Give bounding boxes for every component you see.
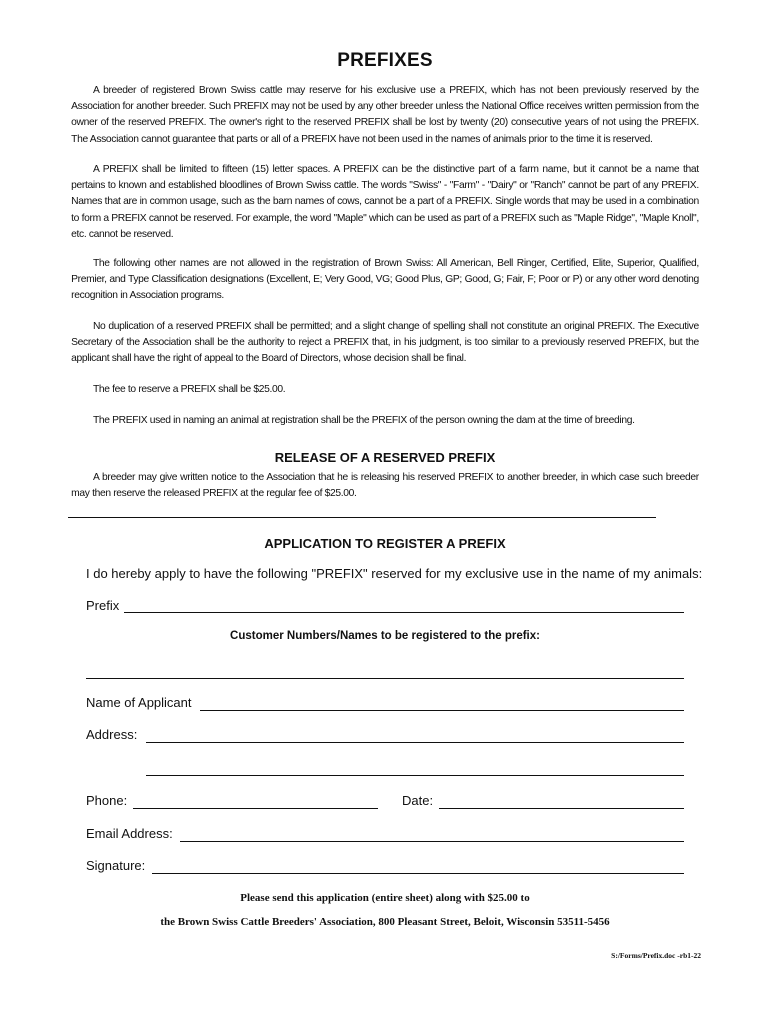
email-field[interactable]: [180, 841, 684, 842]
paragraph-disallowed-names: The following other names are not allowed in the registration of Brown Swiss: All American, Bell Ringer, Certified, Elite, Superior, Qualified, Premier, and Type Classification designations (Excellent, E; Very Good, VG; Good Plus, GP; Good, G; Fair, F; Poor or P) or any other word denoting recognition in Association programs.: [71, 258, 699, 302]
phone-field[interactable]: [133, 808, 378, 809]
customer-numbers-field[interactable]: [86, 678, 684, 679]
date-field[interactable]: [439, 808, 684, 809]
paragraph-prefix-limits: A PREFIX shall be limited to fifteen (15) letter spaces. A PREFIX can be the distinctive part of a farm name, but it cannot be a name that pertains to known and established bloodlines of Brown Swiss cattle. The words "Swiss" - "Farm" - "Dairy" or "Ranch" cannot be part of any PREFIX. Names that are in common usage, such as the barn names of cows, cannot be a part of a PREFIX. Single words that may be used in a combination to form a PREFIX cannot be reserved. For example, the word "Maple" which can be used as part of a PREFIX such as "Maple Ridge", "Maple Knoll", etc. cannot be reserved.: [71, 164, 699, 240]
paragraph-duplication: No duplication of a reserved PREFIX shall be permitted; and a slight change of spelling shall not constitute an original PREFIX. The Executive Secretary of the Association shall be the authority to reject a PREFIX that, in his judgment, is too similar to a previously reserved PREFIX, but the applicant shall have the right of appeal to the Board of Directors, whose decision shall be final.: [71, 321, 699, 365]
signature-field[interactable]: [152, 873, 684, 874]
address-field-line1[interactable]: [146, 742, 684, 743]
application-heading: APPLICATION TO REGISTER A PREFIX: [264, 536, 506, 551]
mailing-address: the Brown Swiss Cattle Breeders' Association, 800 Pleasant Street, Beloit, Wisconsin 53511-5456: [160, 916, 610, 928]
prefix-label: Prefix: [86, 598, 120, 613]
customer-numbers-heading: Customer Numbers/Names to be registered to the prefix:: [230, 630, 540, 642]
page-title: PREFIXES: [337, 50, 433, 71]
application-intro: I do hereby apply to have the following "PREFIX" reserved for my exclusive use in the name of my animals:: [86, 566, 703, 581]
phone-label: Phone:: [86, 793, 128, 808]
signature-label: Signature:: [86, 858, 146, 873]
paragraph-dam-rule: The PREFIX used in naming an animal at registration shall be the PREFIX of the person owning the dam at the time of breeding.: [92, 415, 635, 426]
email-label: Email Address:: [86, 826, 173, 841]
release-heading: RELEASE OF A RESERVED PREFIX: [274, 450, 496, 465]
address-label: Address:: [86, 727, 138, 742]
document-reference: S:/Forms/Prefix.doc -rb1-22: [611, 951, 701, 960]
date-label: Date:: [402, 793, 434, 808]
prefix-field[interactable]: [124, 612, 684, 613]
section-divider: [68, 517, 656, 518]
paragraph-reservation: A breeder of registered Brown Swiss cattle may reserve for his exclusive use a PREFIX, which has not been previously reserved by the Association for another breeder. Such PREFIX may not be used by any other breeder unless the National Office receives written permission from the owner of the reserved PREFIX. The owner's right to the reserved PREFIX shall be lost by twenty (20) consecutive years of not using the PREFIX. The Association cannot guarantee that parts or all of a PREFIX have not been used in the names of animals prior to the time it is reserved.: [71, 85, 699, 145]
release-paragraph: A breeder may give written notice to the Association that he is releasing his reserved PREFIX to another breeder, in which case such breeder may then reserve the released PREFIX at the regular fee of $25.00.: [71, 472, 699, 500]
applicant-name-label: Name of Applicant: [86, 695, 192, 710]
applicant-name-field[interactable]: [200, 710, 684, 711]
address-field-line2[interactable]: [146, 775, 684, 776]
mailing-instructions: Please send this application (entire sheet) along with $25.00 to: [240, 892, 530, 904]
paragraph-fee: The fee to reserve a PREFIX shall be $25.00.: [92, 384, 286, 395]
